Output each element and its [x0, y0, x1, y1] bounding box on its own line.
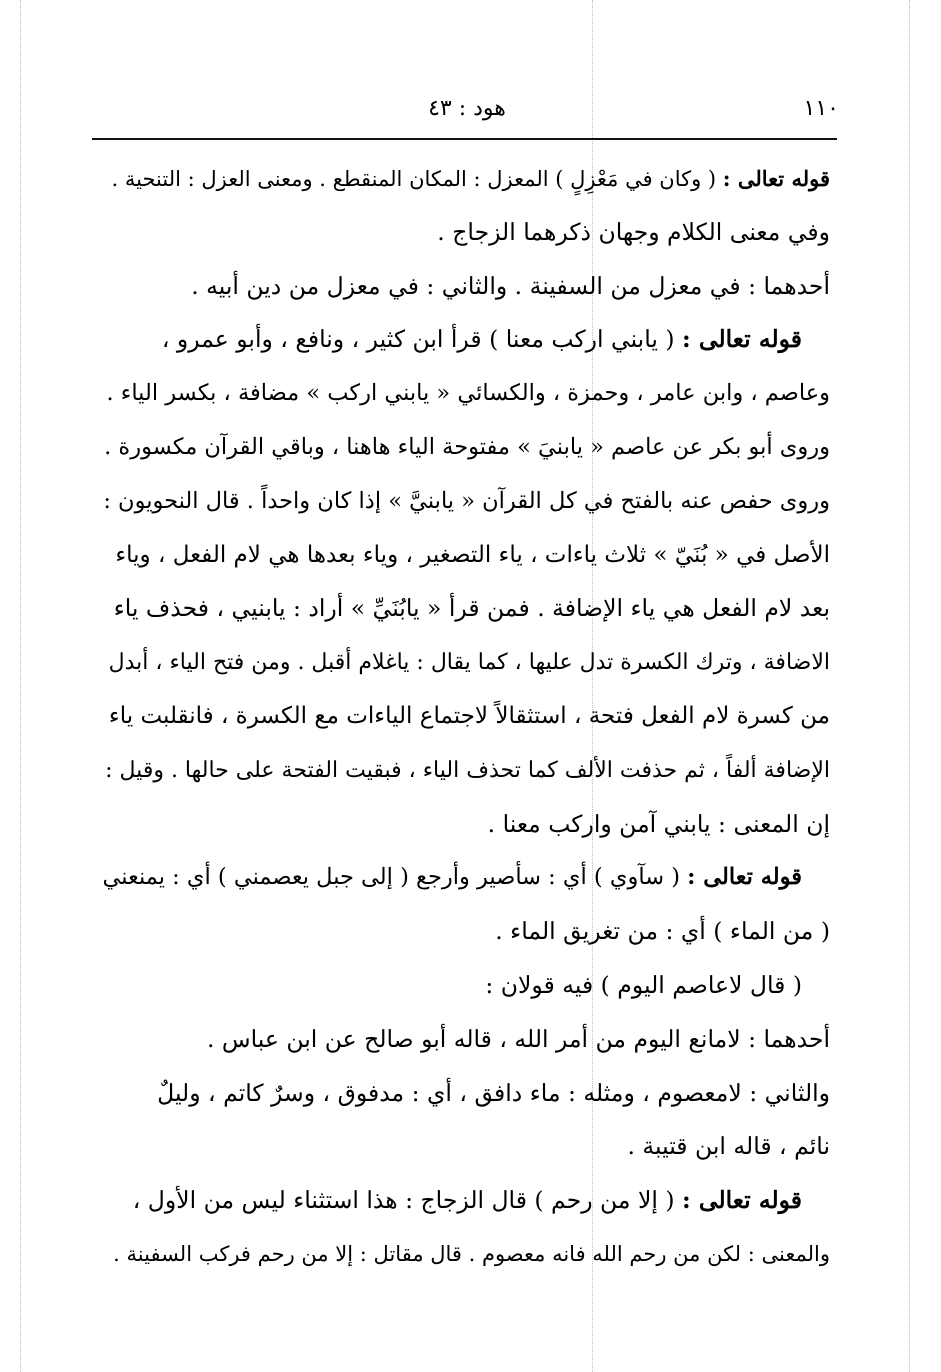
- line-text: وروى أبو بكر عن عاصم « يابنيَ » مفتوحة الياء هاهنا ، وباقي القرآن مكسورة .: [104, 433, 830, 460]
- text-line: [102, 421, 830, 475]
- line-text: وعاصم ، وابن عامر ، وحمزة ، والكسائي « يابني اركب » مضافة ، بكسر الياء .: [106, 380, 830, 407]
- commentary-body: [102, 152, 830, 1282]
- text-line: [102, 475, 830, 529]
- line-text: ( يابني اركب معنا ) قرأ ابن كثير ، ونافع ، وأبو عمرو ،: [161, 325, 683, 354]
- text-line: [102, 1013, 830, 1067]
- line-text: بعد لام الفعل هي ياء الإضافة . فمن قرأ « يابُنَيِّ » أراد : يابنيي ، فحذف ياء: [113, 594, 830, 623]
- line-text: أحدهما : لامانع اليوم من أمر الله ، قاله أبو صالح عن ابن عباس .: [206, 1024, 830, 1053]
- text-line: [102, 260, 830, 314]
- line-text: إن المعنى : يابني آمن واركب معنا .: [487, 809, 830, 838]
- text-line: [102, 206, 830, 260]
- line-text: ( سآوي ) أي : سأصير وأرجع ( إلى جبل يعصمني ) أي : يمنعني: [102, 864, 688, 891]
- line-text: الاضافة ، وترك الكسرة تدل عليها ، كما يقال : ياغلام أقبل . ومن فتح الياء ، أبدل: [108, 650, 830, 676]
- line-text: ( قال لاعاصم اليوم ) فيه قولان :: [485, 970, 802, 999]
- verse-keyword: قوله تعالى :: [687, 864, 802, 891]
- line-text: من كسرة لام الفعل فتحة ، استثقالاً لاجتماع الياءات مع الكسرة ، فانقلبت ياء: [108, 702, 830, 729]
- text-line: [102, 313, 830, 367]
- text-line: [102, 1067, 830, 1121]
- running-head: هود : ٤٣: [428, 96, 506, 121]
- line-text: ( إلا من رحم ) قال الزجاج : هذا استثناء ليس من الأول ،: [132, 1186, 683, 1215]
- line-text: ( من الماء ) أي : من تغريق الماء .: [495, 917, 830, 946]
- line-text: أحدهما : في معزل من السفينة . والثاني : في معزل من دين أبيه .: [191, 271, 830, 300]
- text-line: [102, 529, 830, 583]
- text-line: [102, 959, 830, 1013]
- scan-edge-right: [909, 0, 910, 1372]
- verse-keyword: قوله تعالى :: [682, 325, 802, 354]
- text-line: [102, 636, 830, 690]
- line-text: الأصل في « بُنَيّ » ثلاث ياءات ، ياء التصغير ، وياء بعدها هي لام الفعل ، وياء: [115, 541, 830, 568]
- text-line: [102, 744, 830, 798]
- line-text: والثاني : لامعصوم ، ومثله : ماء دافق ، أي : مدفوق ، وسرٌ كاتم ، وليلٌ: [157, 1078, 830, 1107]
- line-text: الإضافة ألفاً ، ثم حذفت الألف كما تحذف الياء ، فبقيت الفتحة على حالها . وقيل :: [105, 757, 830, 783]
- verse-keyword: قوله تعالى :: [682, 1186, 802, 1215]
- text-line: [102, 367, 830, 421]
- text-line: [102, 905, 830, 959]
- verse-keyword: قوله تعالى :: [722, 166, 830, 191]
- scan-edge-left: [20, 0, 21, 1372]
- text-line: [102, 152, 830, 206]
- header-rule: [92, 138, 837, 140]
- text-line: [102, 798, 830, 852]
- line-text: وفي معنى الكلام وجهان ذكرهما الزجاج .: [437, 217, 830, 246]
- line-text: ( وكان في مَعْزِلٍ ) المعزل : المكان المنقطع . ومعنى العزل : التنحية .: [111, 167, 723, 191]
- text-line: [102, 851, 830, 905]
- text-line: [102, 1120, 830, 1174]
- text-line: [102, 1174, 830, 1228]
- line-text: وروى حفص عنه بالفتح في كل القرآن « يابنيَّ » إذا كان واحداً . قال النحويون :: [103, 487, 830, 514]
- text-line: [102, 582, 830, 636]
- page-number: ١١٠: [803, 96, 839, 121]
- line-text: نائم ، قاله ابن قتيبة .: [627, 1132, 830, 1161]
- page-header: [95, 96, 839, 126]
- text-line: [102, 1228, 830, 1282]
- line-text: والمعنى : لكن من رحم الله فانه معصوم . قال مقاتل : إلا من رحم فركب السفينة .: [113, 1241, 830, 1266]
- text-line: [102, 690, 830, 744]
